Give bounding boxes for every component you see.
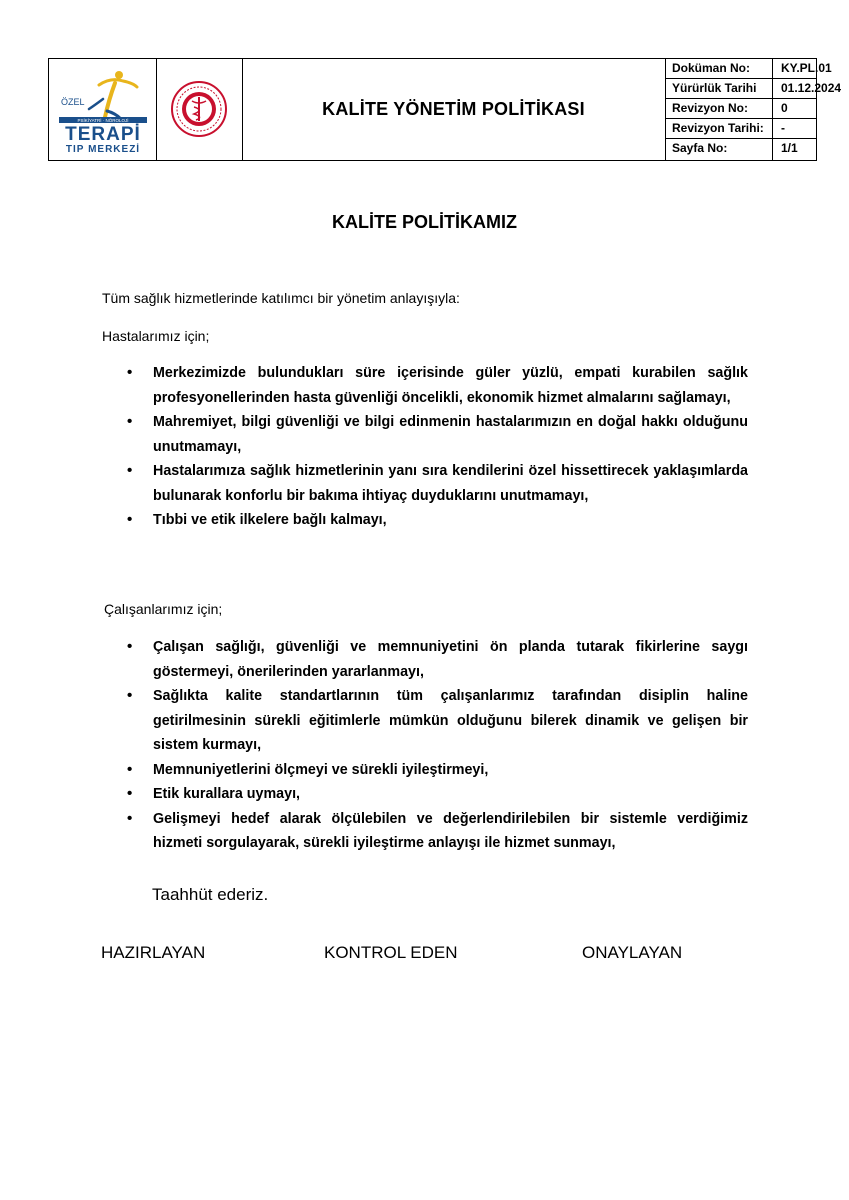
signature-approved: ONAYLAYAN xyxy=(582,943,683,962)
meta-value: 01.12.2024 xyxy=(781,81,842,95)
signature-checked: KONTROL EDEN xyxy=(324,943,458,962)
list-item: • Mahremiyet, bilgi güvenliği ve bilgi edinmenin hastalarımızın en doğal hakkı olduğunu unutmamayı, xyxy=(125,410,748,459)
policy-intro: Tüm sağlık hizmetlerinde katılımcı bir yönetim anlayışıyla: xyxy=(102,290,460,306)
list-item: • Çalışan sağlığı, güvenliği ve memnuniyetini ön planda tutarak fikirlerine saygı göstermeyi, önerilerinden yararlanmayı, xyxy=(125,635,748,684)
meta-row-revision-no xyxy=(665,99,816,119)
policy-title: KALİTE POLİTİKAMIZ xyxy=(332,212,517,232)
logo-name: TERAPİ xyxy=(65,124,141,145)
meta-row-effective-date xyxy=(665,79,842,99)
document-header xyxy=(48,58,842,161)
meta-label: Sayfa No: xyxy=(665,139,773,160)
meta-label: Yürürlük Tarihi xyxy=(665,79,773,98)
clinic-logo-cell xyxy=(49,59,157,160)
commitment-text: Taahhüt ederiz. xyxy=(152,885,269,904)
list-item: • Memnuniyetlerini ölçmeyi ve sürekli iyileştirmeyi, xyxy=(125,758,748,783)
clinic-logo xyxy=(49,59,156,160)
list-item: • Tıbbi ve etik ilkelere bağlı kalmayı, xyxy=(125,508,748,533)
list-item: • Sağlıkta kalite standartlarının tüm çalışanlarımız tarafından disiplin haline getirilmesinin sürekli eğitimlerle mümkün olduğunu bilerek dinamik ve gelişen bir sistem kurmayı, xyxy=(125,684,748,758)
meta-row-document-no xyxy=(665,59,832,79)
logo-sub: TIP MERKEZİ xyxy=(65,144,141,155)
logo-top-text: ÖZEL xyxy=(61,97,85,107)
meta-label: Revizyon No: xyxy=(665,99,773,118)
meta-value: 0 xyxy=(781,101,788,115)
list-item: • Etik kurallara uymayı, xyxy=(125,782,748,807)
list-item: • Hastalarımıza sağlık hizmetlerinin yanı sıra kendilerini özel hissettirecek yaklaşımlarda bulunarak konforlu bir bakıma ihtiyaç duyduklarını unutmamayı, xyxy=(125,459,748,508)
meta-label: Revizyon Tarihi: xyxy=(665,119,773,138)
meta-value: KY.PL.01 xyxy=(781,61,832,75)
ministry-seal-cell xyxy=(156,59,243,160)
patients-heading: Hastalarımız için; xyxy=(102,328,210,344)
signature-prepared: HAZIRLAYAN xyxy=(101,943,206,962)
document-title-cell xyxy=(242,59,666,160)
meta-row-page-no xyxy=(665,139,816,160)
patients-list xyxy=(125,361,748,533)
meta-value: - xyxy=(781,121,785,135)
employees-heading: Çalışanlarımız için; xyxy=(104,601,223,617)
meta-value: 1/1 xyxy=(781,141,798,155)
ministry-seal-icon xyxy=(156,59,242,160)
logo-band-text: PSİKİYATRİ · NÖROLOJİ xyxy=(77,118,129,123)
employees-list xyxy=(125,635,748,856)
list-item: • Gelişmeyi hedef alarak ölçülebilen ve değerlendirilebilen bir sistemle verdiğimiz hizmeti sorgulayarak, sürekli iyileştirme anlayışı ile hizmet sunmayı, xyxy=(125,807,748,856)
list-item: • Merkezimizde bulundukları süre içerisinde güler yüzlü, empati kurabilen sağlık profesyonellerinden hasta güvenliği öncelikli, ekonomik hizmet almalarını sağlamayı, xyxy=(125,361,748,410)
meta-label: Doküman No: xyxy=(665,59,773,78)
document-meta-table xyxy=(665,59,842,160)
document-title: KALİTE YÖNETİM POLİTİKASI xyxy=(322,99,585,119)
meta-row-revision-date xyxy=(665,119,816,139)
